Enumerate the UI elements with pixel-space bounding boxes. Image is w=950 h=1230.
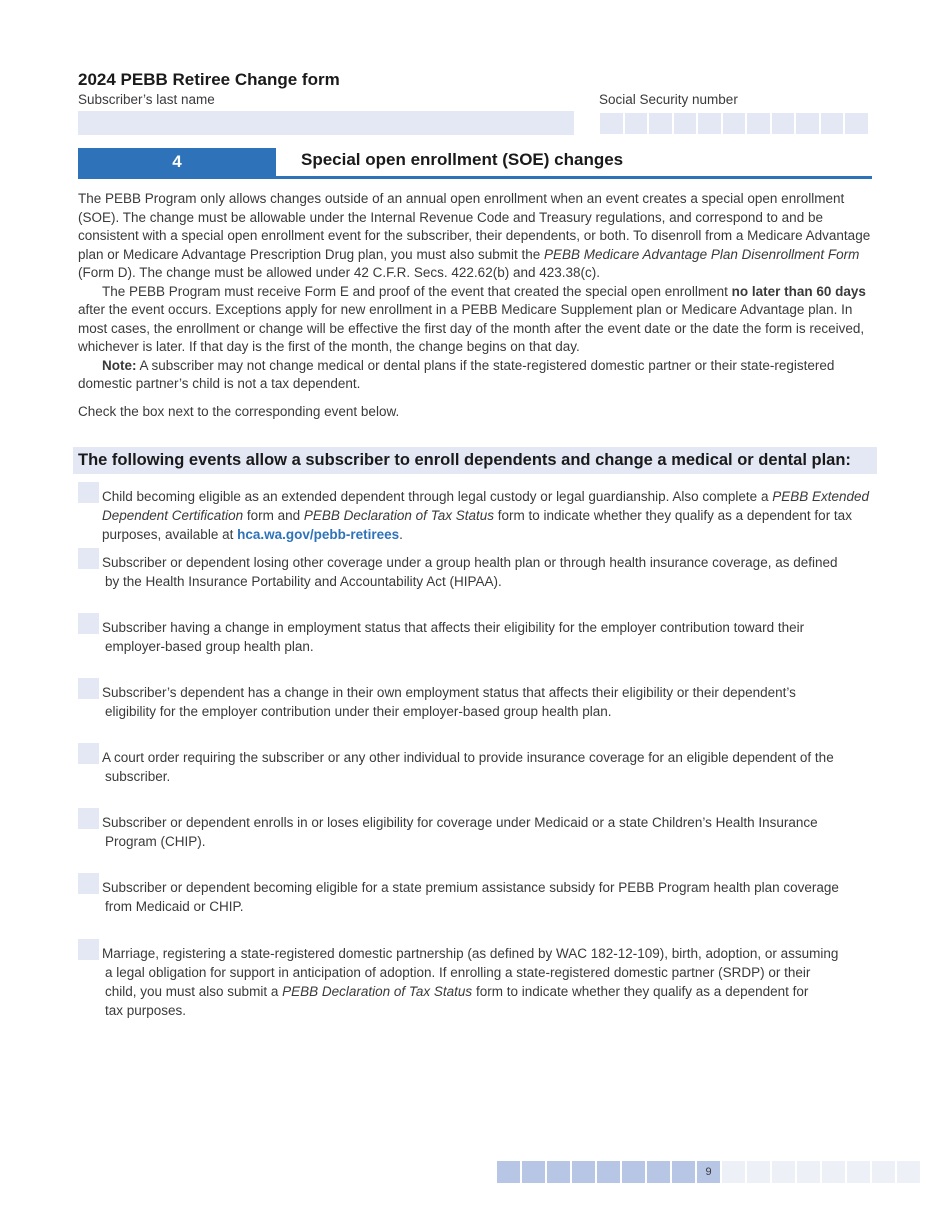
ssn-digit-box[interactable] [772,113,795,134]
instruction-text: Check the box next to the corresponding event below. [78,403,400,419]
ssn-digit-box[interactable] [674,113,697,134]
event-text: Subscriber or dependent losing other coverage under a group health plan or through health insurance coverage, as defined by the Health Insurance Portability and Accountability Act (HIPAA). [102,555,838,589]
intro-paragraph: The PEBB Program only allows changes outside of an annual open enrollment when an event creates a special open enrollment (SOE). The change must be allowable under the Internal Revenue Code and Treasury regulations, and correspond to and be consistent with a special open enrollment event for the subscriber, their dependents, or both. To disenroll from a Medicare Advantage plan or Medicare Advantage Prescription Drug plan, you must also submit the PEBB Medicare Advantage Plan Disenrollment Form (Form D). The change must be allowed under 42 C.F.R. Secs. 422.62(b) and 423.38(c). [78,191,871,280]
page-tab[interactable] [572,1161,595,1183]
ssn-digit-box[interactable] [845,113,868,134]
event-checkbox[interactable] [78,613,99,634]
event-text: Subscriber or dependent enrolls in or loses eligibility for coverage under Medicaid or a state Children’s Health Insurance Program (CHIP). [102,815,818,849]
ssn-digit-box[interactable] [747,113,770,134]
event-checkbox[interactable] [78,548,99,569]
page-tab[interactable] [797,1161,820,1183]
intro-paragraph: The PEBB Program must receive Form E and proof of the event that created the special open enrollment no later than 60 days after the event occurs. Exceptions apply for new enrollment in a PEBB Medicare Supplement plan or Medicare Advantage plan. In most cases, the enrollment or change will be effective the first day of the month after the event date or the date the form is received, whichever is later. If that day is the first of the month, the change begins on that day. [78,283,866,354]
page-tab[interactable] [597,1161,620,1183]
page-tab[interactable] [497,1161,520,1183]
ssn-digit-box[interactable] [625,113,648,134]
current-page-number: 9 [697,1161,720,1183]
ssn-digit-box[interactable] [698,113,721,134]
section-title: Special open enrollment (SOE) changes [301,150,624,169]
ssn-digit-box[interactable] [796,113,819,134]
page-tab[interactable] [622,1161,645,1183]
event-checkbox[interactable] [78,678,99,699]
page-tab[interactable] [722,1161,745,1183]
page-tab[interactable] [772,1161,795,1183]
event-text: A court order requiring the subscriber or any other individual to provide insurance coverage for an eligible dependent of the subscriber. [102,750,834,784]
event-text: Subscriber or dependent becoming eligible for a state premium assistance subsidy for PEBB Program health plan coverage from Medicaid or CHIP. [102,880,839,914]
event-checkbox[interactable] [78,482,99,503]
ssn-digit-box[interactable] [821,113,844,134]
ssn-digit-box[interactable] [723,113,746,134]
events-heading: The following events allow a subscriber to enroll dependents and change a medical or dental plan: [73,447,877,474]
page-tab[interactable] [872,1161,895,1183]
hca-link[interactable]: hca.wa.gov/pebb-retirees [237,527,400,542]
section-header [78,148,872,179]
form-title: 2024 PEBB Retiree Change form [78,70,340,89]
last-name-label: Subscriber’s last name [78,92,215,107]
page-tab[interactable] [747,1161,770,1183]
page-tab[interactable] [847,1161,870,1183]
intro-text [78,190,874,421]
page-tab[interactable] [897,1161,920,1183]
ssn-field[interactable] [600,113,868,134]
event-text: Marriage, registering a state-registered domestic partnership (as defined by WAC 182-12-109), birth, adoption, or assuming a legal obligation for support in anticipation of adoption. If enrolling a state-registered domestic partner (SRDP) or their child, you must also submit a PEBB Declaration of Tax Status form to indicate whether they qualify as a dependent for tax purposes. [102,946,839,1018]
event-checkbox[interactable] [78,743,99,764]
page-tab[interactable] [647,1161,670,1183]
page-tab[interactable] [547,1161,570,1183]
ssn-digit-box[interactable] [649,113,672,134]
event-text: Subscriber’s dependent has a change in their own employment status that affects their eligibility or their dependent’s eligibility for the employer contribution under their employer-based group health plan. [102,685,796,719]
page-tab[interactable] [672,1161,695,1183]
event-checkbox[interactable] [78,873,99,894]
event-checkbox[interactable] [78,808,99,829]
ssn-label: Social Security number [599,92,738,107]
last-name-field[interactable] [78,111,574,135]
event-checkbox[interactable] [78,939,99,960]
page-indicator [497,1161,920,1183]
ssn-digit-box[interactable] [600,113,623,134]
page-tab[interactable] [522,1161,545,1183]
section-number: 4 [78,148,276,176]
event-text: Subscriber having a change in employment status that affects their eligibility for the employer contribution toward their employer-based group health plan. [102,620,805,654]
page-tab[interactable] [822,1161,845,1183]
event-text: Child becoming eligible as an extended dependent through legal custody or legal guardianship. Also complete a PEBB Extended Dependent Certification form and PEBB Declaration of Tax Status form to indicate whether they qualify as a dependent for tax purposes, available at hca.wa.gov/pebb-retirees. [102,489,870,542]
note-paragraph: Note: A subscriber may not change medical or dental plans if the state-registered domestic partner or their state-registered domestic partner’s child is not a tax dependent. [78,357,835,391]
